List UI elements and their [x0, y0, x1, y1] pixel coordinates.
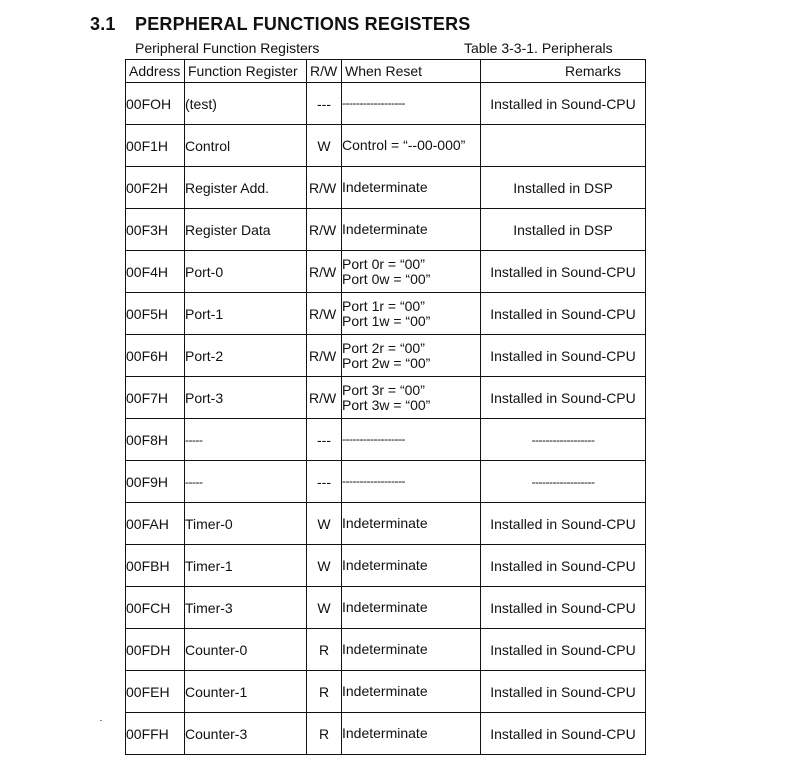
reset-line: ------------------ [342, 432, 405, 446]
cell-address: 00FBH [126, 545, 185, 587]
cell-rw: R/W [307, 377, 342, 419]
cell-address: 00F8H [126, 419, 185, 461]
table-row [126, 671, 646, 713]
table-row [126, 419, 646, 461]
reset-line: Indeterminate [342, 725, 428, 741]
table-row [126, 587, 646, 629]
cell-rw: R/W [307, 335, 342, 377]
reset-line: Control = “--00-000” [342, 137, 466, 153]
cell-remarks: Installed in Sound-CPU [481, 671, 646, 713]
cell-address: 00F4H [126, 251, 185, 293]
cell-when-reset [342, 209, 481, 251]
cell-rw: W [307, 545, 342, 587]
cell-remarks: Installed in Sound-CPU [481, 629, 646, 671]
cell-remarks: Installed in Sound-CPU [481, 251, 646, 293]
cell-address: 00FAH [126, 503, 185, 545]
cell-function-register: Port-3 [185, 377, 307, 419]
reset-line: ------------------ [342, 96, 405, 110]
section-title: PERPHERAL FUNCTIONS REGISTERS [135, 14, 471, 34]
cell-remarks: Installed in Sound-CPU [481, 293, 646, 335]
cell-when-reset [342, 419, 481, 461]
cell-rw: R/W [307, 209, 342, 251]
header-rw: R/W [307, 60, 342, 83]
cell-when-reset [342, 125, 481, 167]
cell-when-reset [342, 713, 481, 755]
cell-address: 00F3H [126, 209, 185, 251]
cell-when-reset [342, 587, 481, 629]
cell-remarks: ------------------ [481, 461, 646, 503]
cell-rw: --- [307, 83, 342, 125]
cell-rw: R/W [307, 293, 342, 335]
cell-address: 00FDH [126, 629, 185, 671]
reset-line: Indeterminate [342, 599, 428, 615]
cell-rw: W [307, 587, 342, 629]
cell-function-register: Timer-0 [185, 503, 307, 545]
table-caption: Table 3-3-1. Peripherals [464, 40, 613, 56]
cell-function-register: ----- [185, 419, 307, 461]
table-row [126, 461, 646, 503]
header-remarks: Remarks [481, 60, 646, 83]
cell-when-reset [342, 545, 481, 587]
table-row [126, 377, 646, 419]
cell-when-reset [342, 251, 481, 293]
cell-remarks: Installed in DSP [481, 167, 646, 209]
cell-address: 00FEH [126, 671, 185, 713]
header-address: Address [126, 60, 185, 83]
cell-remarks: Installed in Sound-CPU [481, 545, 646, 587]
cell-function-register: Port-2 [185, 335, 307, 377]
table-row [126, 335, 646, 377]
cell-function-register: (test) [185, 83, 307, 125]
cell-rw: R [307, 671, 342, 713]
table-row [126, 545, 646, 587]
cell-function-register: Control [185, 125, 307, 167]
cell-rw: R/W [307, 251, 342, 293]
reset-line: Port 2r = “00” [342, 339, 425, 356]
cell-when-reset [342, 377, 481, 419]
table-row [126, 167, 646, 209]
section-number: 3.1 [90, 14, 116, 34]
reset-line: Port 3r = “00” [342, 381, 425, 398]
cell-address: 00F1H [126, 125, 185, 167]
reset-line: Indeterminate [342, 515, 428, 531]
table-header-row [126, 60, 646, 83]
header-when-reset: When Reset [342, 60, 481, 83]
cell-when-reset [342, 335, 481, 377]
reset-line: Indeterminate [342, 641, 428, 657]
reset-line: ------------------ [342, 474, 405, 488]
reset-line: Indeterminate [342, 683, 428, 699]
cell-when-reset [342, 629, 481, 671]
cell-function-register: Port-1 [185, 293, 307, 335]
reset-line: Port 3w = “00” [342, 396, 431, 413]
section-subtitle: Peripheral Function Registers [135, 40, 320, 56]
cell-address: 00FFH [126, 713, 185, 755]
reset-line: Port 1r = “00” [342, 297, 425, 314]
table-row [126, 293, 646, 335]
cell-rw: R/W [307, 167, 342, 209]
header-function-register: Function Register [185, 60, 307, 83]
table-row [126, 629, 646, 671]
cell-function-register: Register Data [185, 209, 307, 251]
reset-line: Indeterminate [342, 557, 428, 573]
cell-address: 00F5H [126, 293, 185, 335]
cell-function-register: Counter-1 [185, 671, 307, 713]
cell-function-register: Counter-0 [185, 629, 307, 671]
table-row [126, 503, 646, 545]
reset-line: Port 0w = “00” [342, 270, 431, 287]
peripheral-registers-table [125, 59, 646, 755]
cell-rw: R [307, 629, 342, 671]
cell-function-register: Counter-3 [185, 713, 307, 755]
section-heading [90, 14, 471, 35]
reset-line: Port 1w = “00” [342, 312, 431, 329]
table-row [126, 125, 646, 167]
table-row [126, 209, 646, 251]
cell-address: 00FOH [126, 83, 185, 125]
cell-function-register: Port-0 [185, 251, 307, 293]
cell-address: 00F2H [126, 167, 185, 209]
cell-address: 00F9H [126, 461, 185, 503]
reset-line: Indeterminate [342, 221, 428, 237]
cell-remarks: Installed in Sound-CPU [481, 713, 646, 755]
cell-rw: W [307, 503, 342, 545]
cell-function-register: ----- [185, 461, 307, 503]
cell-remarks: ------------------ [481, 419, 646, 461]
cell-address: 00F7H [126, 377, 185, 419]
cell-when-reset [342, 671, 481, 713]
cell-rw: --- [307, 419, 342, 461]
cell-when-reset [342, 167, 481, 209]
scan-mark [100, 720, 102, 721]
cell-when-reset [342, 83, 481, 125]
cell-remarks: Installed in Sound-CPU [481, 377, 646, 419]
cell-function-register: Timer-1 [185, 545, 307, 587]
cell-remarks: Installed in Sound-CPU [481, 83, 646, 125]
reset-line: Port 0r = “00” [342, 255, 425, 272]
cell-rw: --- [307, 461, 342, 503]
table-row [126, 83, 646, 125]
cell-function-register: Timer-3 [185, 587, 307, 629]
reset-line: Indeterminate [342, 179, 428, 195]
cell-address: 00FCH [126, 587, 185, 629]
cell-address: 00F6H [126, 335, 185, 377]
cell-remarks: Installed in Sound-CPU [481, 335, 646, 377]
cell-remarks: Installed in Sound-CPU [481, 503, 646, 545]
table-row [126, 251, 646, 293]
cell-remarks: Installed in Sound-CPU [481, 587, 646, 629]
table-body [126, 83, 646, 755]
cell-remarks: Installed in DSP [481, 209, 646, 251]
cell-when-reset [342, 503, 481, 545]
cell-remarks [481, 125, 646, 167]
table-row [126, 713, 646, 755]
cell-rw: R [307, 713, 342, 755]
reset-line: Port 2w = “00” [342, 354, 431, 371]
cell-function-register: Register Add. [185, 167, 307, 209]
cell-when-reset [342, 293, 481, 335]
cell-rw: W [307, 125, 342, 167]
cell-when-reset [342, 461, 481, 503]
